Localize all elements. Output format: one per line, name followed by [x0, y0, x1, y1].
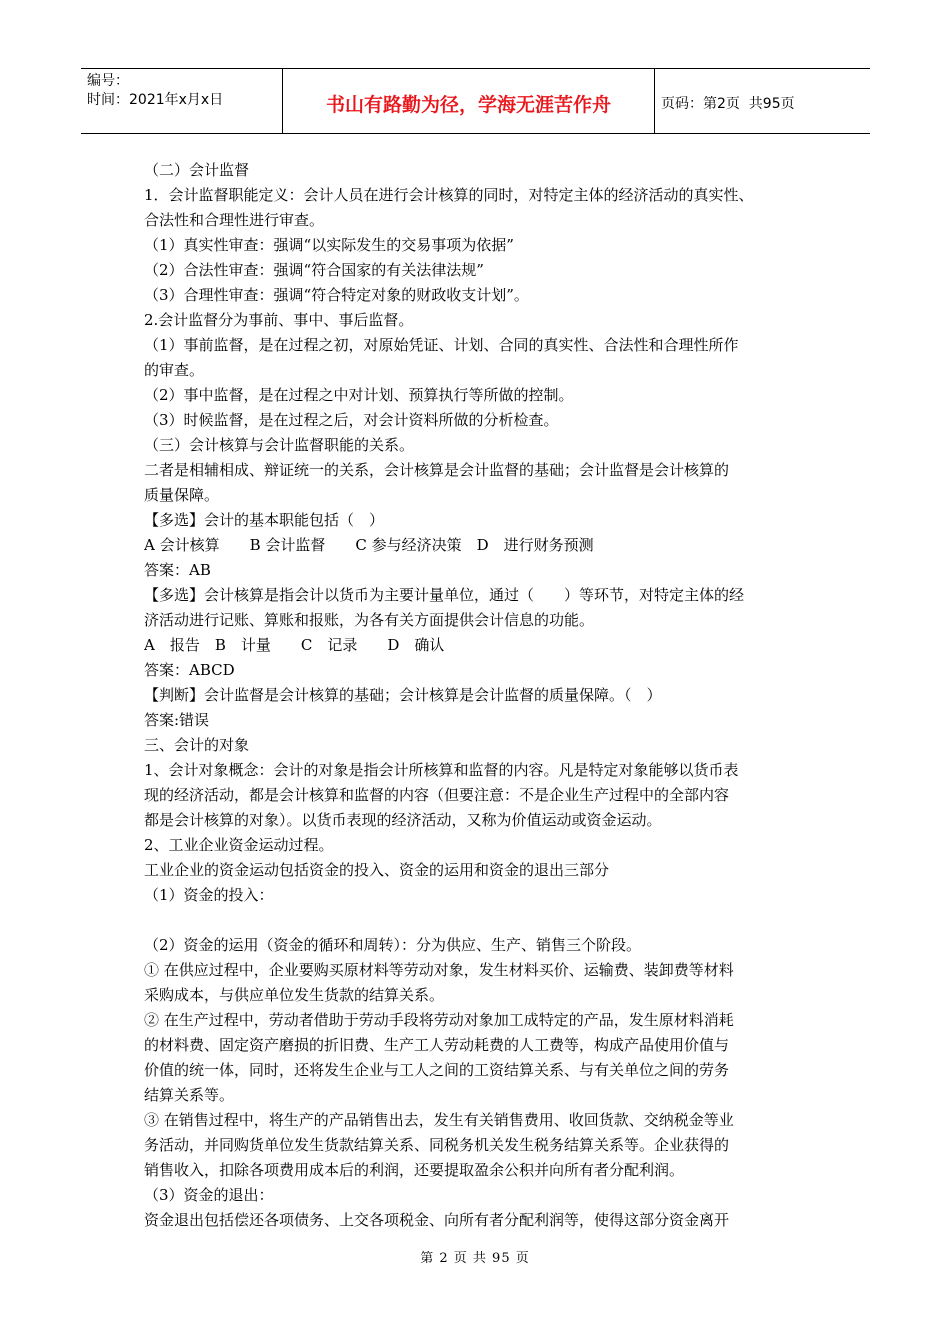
text-line: ② 在生产过程中，劳动者借助于劳动手段将劳动对象加工成特定的产品，发生原材料消耗 [144, 1011, 734, 1029]
text-line: 答案:错误 [144, 711, 210, 729]
text-line: 采购成本，与供应单位发生货款的结算关系。 [144, 986, 445, 1004]
text-line: 【多选】会计的基本职能包括（ ） [144, 511, 385, 529]
page-header [81, 68, 870, 134]
text-line: 价值的统一体，同时，还将发生企业与工人之间的工资结算关系、与有关单位之间的劳务 [144, 1061, 730, 1079]
text-line: 合法性和合理性进行审查。 [144, 211, 325, 229]
text-line: （2）资金的运用（资金的循环和周转）：分为供应、生产、销售三个阶段。 [144, 936, 642, 954]
text-line: （二）会计监督 [144, 161, 250, 179]
text-line: 结算关系等。 [144, 1086, 235, 1104]
text-line: （3）合理性审查：强调“符合特定对象的财政收支计划”。 [144, 286, 529, 304]
date-label: 时间：2021年x月x日 [87, 92, 224, 108]
text-line: 1、会计对象概念：会计的对象是指会计所核算和监督的内容。凡是特定对象能够以货币表 [144, 761, 739, 779]
text-line: （2）事中监督，是在过程之中对计划、预算执行等所做的控制。 [144, 386, 574, 404]
text-line: 的材料费、固定资产磨损的折旧费、生产工人劳动耗费的人工费等，构成产品使用价值与 [144, 1036, 730, 1054]
text-line: 1．会计监督职能定义：会计人员在进行会计核算的同时，对特定主体的经济活动的真实性、 [144, 186, 754, 204]
text-line: （3）时候监督，是在过程之后，对会计资料所做的分析检查。 [144, 411, 559, 429]
text-line [144, 908, 816, 933]
header-motto-cell [283, 69, 655, 133]
header-page-cell [655, 69, 870, 133]
header-left-cell [81, 69, 283, 133]
text-line: （3）资金的退出： [144, 1186, 274, 1204]
text-line: 现的经济活动，都是会计核算和监督的内容（但要注意：不是企业生产过程中的全部内容 [144, 786, 730, 804]
text-line: 都是会计核算的对象）。以货币表现的经济活动，又称为价值运动或资金运动。 [144, 811, 662, 829]
text-line: （1）事前监督，是在过程之初，对原始凭证、计划、合同的真实性、合法性和合理性所作 [144, 336, 739, 354]
text-line: 济活动进行记账、算账和报账，为各有关方面提供会计信息的功能。 [144, 611, 595, 629]
text-line: （1）资金的投入： [144, 886, 274, 904]
text-line: 【多选】会计核算是指会计以货币为主要计量单位，通过（ ）等环节，对特定主体的经 [144, 586, 745, 604]
text-line: 务活动，并同购货单位发生货款结算关系、同税务机关发生税务结算关系等。企业获得的 [144, 1136, 730, 1154]
text-line: 三、会计的对象 [144, 736, 250, 754]
text-line: 销售收入，扣除各项费用成本后的利润，还要提取盈余公积并向所有者分配利润。 [144, 1161, 685, 1179]
text-line: 工业企业的资金运动包括资金的投入、资金的运用和资金的退出三部分 [144, 861, 610, 879]
motto-text: 书山有路勤为径，学海无涯苦作舟 [325, 93, 611, 116]
text-line: A 报告 B 计量 C 记录 D 确认 [144, 636, 445, 654]
text-line: （2）合法性审查：强调“符合国家的有关法律法规” [144, 261, 484, 279]
text-line: ③ 在销售过程中，将生产的产品销售出去，发生有关销售费用、收回货款、交纳税金等业 [144, 1111, 734, 1129]
text-line: 质量保障。 [144, 486, 220, 504]
text-line: A 会计核算 B 会计监督 C 参与经济决策 D 进行财务预测 [144, 536, 594, 554]
text-line: 2、工业企业资金运动过程。 [144, 836, 334, 854]
text-line: 资金退出包括偿还各项债务、上交各项税金、向所有者分配利润等，使得这部分资金离开 [144, 1211, 730, 1229]
text-line: 答案：AB [144, 561, 211, 579]
page-info: 页码：第2页 共95页 [661, 96, 795, 112]
text-line: 二者是相辅相成、辩证统一的关系，会计核算是会计监督的基础；会计监督是会计核算的 [144, 461, 730, 479]
document-number-label: 编号： [87, 73, 129, 89]
text-line: 2.会计监督分为事前、事中、事后监督。 [144, 311, 414, 329]
page-footer: 第 2 页 共 95 页 [420, 1251, 530, 1266]
text-line: 的审查。 [144, 361, 205, 379]
text-line: ① 在供应过程中，企业要购买原材料等劳动对象，发生材料买价、运输费、装卸费等材料 [144, 961, 734, 979]
text-line: （1）真实性审查：强调“以实际发生的交易事项为依据” [144, 236, 514, 254]
document-body [144, 158, 816, 1233]
text-line: （三）会计核算与会计监督职能的关系。 [144, 436, 415, 454]
text-line: 答案：ABCD [144, 661, 235, 679]
text-line: 【判断】会计监督是会计核算的基础；会计核算是会计监督的质量保障。（ ） [144, 686, 662, 704]
